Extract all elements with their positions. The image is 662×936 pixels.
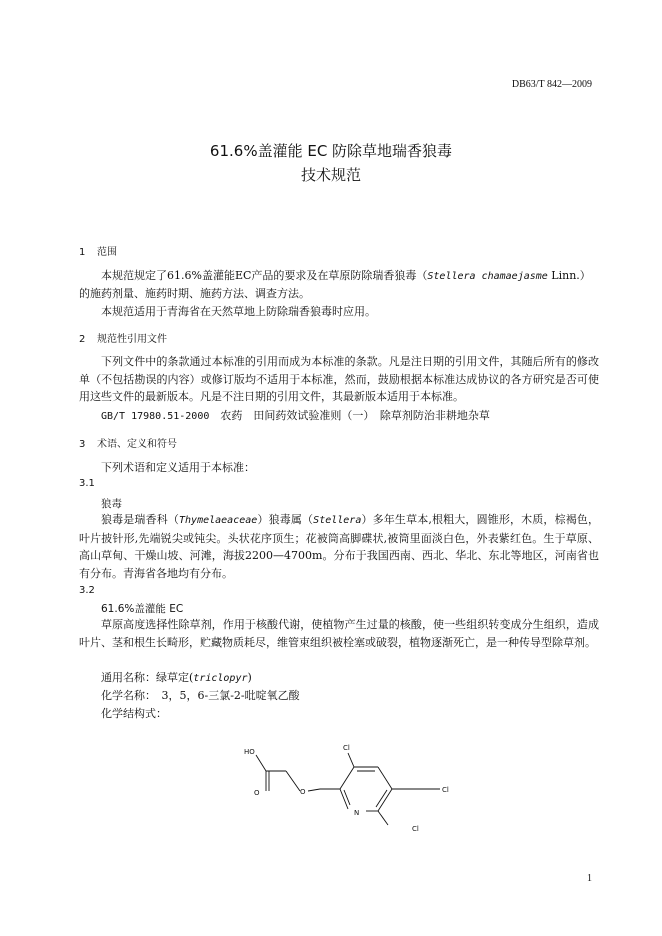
latin-name: Stellera: [313, 515, 362, 526]
section-1-heading: [79, 243, 117, 258]
chemical-name-value: 3，5，6-三氯-2-吡啶氧乙酸: [161, 689, 300, 702]
normative-reference: [101, 407, 621, 423]
text: 狼毒是瑞香科（: [101, 513, 180, 526]
chemical-name: [101, 687, 621, 703]
label: 通用名称：绿草定(: [101, 671, 194, 684]
structure-label: 化学结构式：: [101, 707, 167, 720]
term-number: 3.1: [79, 478, 95, 489]
section-number: 2: [79, 334, 86, 345]
section-title: 规范性引用文件: [97, 334, 167, 345]
hydroxyl-label: HO: [244, 748, 255, 756]
text: ）狼毒属（: [257, 513, 314, 526]
section-number: 3: [79, 439, 86, 450]
carbonyl-oxygen-label: O: [254, 789, 260, 797]
page-subtitle: 技术规范: [300, 166, 361, 184]
text: ）多年生草本,根粗大，圆锥形，木质，棕褐色，叶片披针形,先端锐尖或钝尖。头状花序顶生；花被筒高脚碟状,被筒里面淡白色，外表紫红色。生于草原、高山草甸、干燥山坡、河滩，海拔2200—4700m。分布于我国西南、西北、华北、东北等地区，河南省也有分布。青海省各地均有分布。: [79, 513, 600, 580]
page-title: 61.6%盖灌能 EC 防除草地瑞香狼毒: [209, 142, 453, 160]
chlorine-label: Cl: [343, 744, 350, 752]
reference-code: GB/T 17980.51-2000: [101, 411, 210, 422]
term-title: 61.6%盖灌能 EC: [101, 603, 184, 615]
term-definition: [79, 511, 599, 582]
section-3-heading: [79, 435, 177, 450]
chemical-structure: [230, 735, 470, 835]
section-title: 术语、定义和符号: [97, 439, 177, 450]
section-2-heading: [79, 330, 167, 345]
latin-name: Stellera chamaejasme: [427, 271, 548, 282]
ether-oxygen-label: O: [300, 788, 306, 796]
common-name: [101, 669, 621, 685]
s1-paragraph-1-cont: 的施药剂量、施药时期、施药方法、调查方法。: [79, 287, 310, 300]
nitrogen-label: N: [354, 809, 360, 817]
term-definition: 草原高度选择性除草剂，作用于核酸代谢，使植物产生过量的核酸，使一些组织转变成分生组织，造成叶片、茎和根生长畸形，贮藏物质耗尽，维管束组织被栓塞或破裂，植物逐渐死亡，是一种传导型除草剂。: [79, 618, 599, 649]
reference-title: 农药 田间药效试验准则（一） 除草剂防治非耕地杂草: [220, 409, 490, 422]
text: Linn.）: [547, 269, 591, 282]
chlorine-label: Cl: [442, 786, 449, 794]
page-number: 1: [587, 873, 592, 884]
s1-paragraph-1: [79, 267, 599, 283]
term-title: 狼毒: [101, 498, 122, 510]
document-code: DB63/T 842—2009: [511, 79, 592, 90]
latin-name: triclopyr: [193, 673, 248, 684]
s3-intro: 下列术语和定义适用于本标准：: [101, 461, 255, 474]
section-number: 1: [79, 247, 86, 258]
label: 化学名称：: [101, 689, 151, 702]
text: 本规范规定了61.6%盖灌能EC产品的要求及在草原防除瑞香狼毒（: [101, 269, 428, 282]
s2-paragraph-1: 下列文件中的条款通过本标准的引用而成为本标准的条款。凡是注日期的引用文件，其随后所有的修改单（不包括勘误的内容）或修订版均不适用于本标准，然而，鼓励根据本标准达成协议的各方研究是否可使用这些文件的最新版本。凡是不注日期的引用文件，其最新版本适用于本标准。: [79, 355, 599, 403]
term-number: 3.2: [79, 585, 95, 596]
text: ): [247, 671, 252, 684]
s1-paragraph-2: 本规范适用于青海省在天然草地上防除瑞香狼毒时应用。: [101, 305, 376, 318]
latin-name: Thymelaeaceae: [179, 515, 258, 526]
chlorine-label: Cl: [412, 825, 419, 833]
section-title: 范围: [97, 247, 117, 258]
